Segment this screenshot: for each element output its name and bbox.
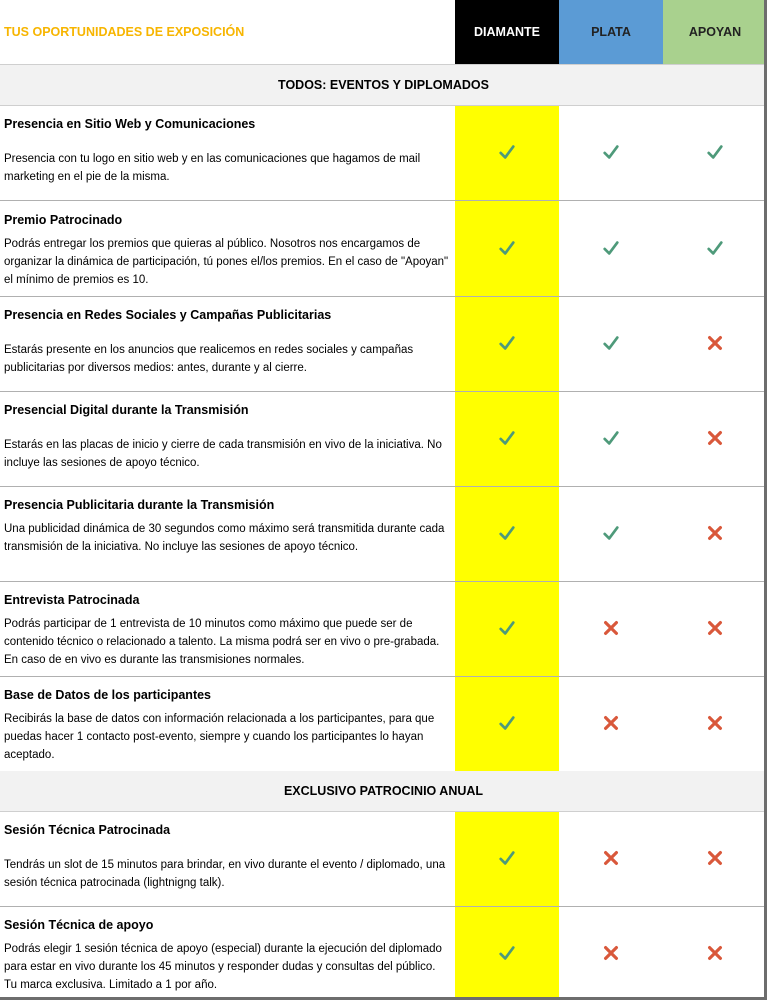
column-diamante: DIAMANTE xyxy=(455,0,559,64)
row-title: Presencia Publicitaria durante la Transmisión xyxy=(4,498,275,512)
row-title: Premio Patrocinado xyxy=(4,213,123,227)
cross-icon xyxy=(559,615,663,641)
table-row xyxy=(0,581,767,677)
row-title: Presencia en Redes Sociales y Campañas Publicitarias xyxy=(4,308,332,322)
check-icon xyxy=(663,235,767,261)
table-row xyxy=(0,906,767,1000)
cross-icon xyxy=(663,710,767,736)
cross-icon xyxy=(559,710,663,736)
cross-icon xyxy=(663,940,767,966)
check-icon xyxy=(559,139,663,165)
section-header: TODOS: EVENTOS Y DIPLOMADOS xyxy=(0,65,767,106)
table-row xyxy=(0,296,767,392)
table-row xyxy=(0,201,767,297)
cross-icon xyxy=(663,520,767,546)
check-icon xyxy=(455,710,559,736)
row-description: Tendrás un slot de 15 minutos para brindar, en vivo durante el evento / diplomado, una sesión técnica patrocinada (lightnigng talk). xyxy=(4,859,446,889)
page-title: TUS OPORTUNIDADES DE EXPOSICIÓN xyxy=(4,25,245,39)
row-description: Una publicidad dinámica de 30 segundos como máximo será transmitida durante cada transmisión de la iniciativa. No incluye las sesiones de apoyo técnico. xyxy=(4,523,445,553)
check-icon xyxy=(455,235,559,261)
row-description: Presencia con tu logo en sitio web y en las comunicaciones que hagamos de mail marketing en el pie de la misma. xyxy=(4,153,421,183)
row-title: Sesión Técnica de apoyo xyxy=(4,918,154,932)
check-icon xyxy=(455,330,559,356)
row-title: Sesión Técnica Patrocinada xyxy=(4,823,171,837)
row-description: Podrás elegir 1 sesión técnica de apoyo (especial) durante la ejecución del diplomado para estar en vivo durante los 45 minutos y responder dudas y consultas del público. Tu marca exclusiva. Limitado a 1 por año. xyxy=(4,943,442,991)
row-description: Podrás entregar los premios que quieras al público. Nosotros nos encargamos de organizar la dinámica de participación, tú pones el/los premios. En el caso de "Apoyan" el mínimo de premios es 10. xyxy=(4,238,449,286)
cross-icon xyxy=(663,845,767,871)
column-apoyan: APOYAN xyxy=(663,0,767,64)
table-row xyxy=(0,486,767,582)
row-description: Recibirás la base de datos con información relacionada a los participantes, para que puedas hacer 1 contacto post-evento, siempre y cuando los participantes lo hayan aceptado. xyxy=(4,713,435,761)
row-title: Base de Datos de los participantes xyxy=(4,688,212,702)
table-row xyxy=(0,811,767,907)
check-icon xyxy=(559,520,663,546)
check-icon xyxy=(559,425,663,451)
column-plata: PLATA xyxy=(559,0,663,64)
check-icon xyxy=(455,139,559,165)
row-title: Entrevista Patrocinada xyxy=(4,593,140,607)
table-row xyxy=(0,676,767,772)
cross-icon xyxy=(559,940,663,966)
check-icon xyxy=(455,615,559,641)
cross-icon xyxy=(559,845,663,871)
row-description: Estarás en las placas de inicio y cierre de cada transmisión en vivo de la iniciativa. No incluye las sesiones de apoyo técnico. xyxy=(4,439,442,469)
check-icon xyxy=(455,520,559,546)
table-header xyxy=(0,0,767,65)
row-title: Presencia en Sitio Web y Comunicaciones xyxy=(4,117,256,131)
check-icon xyxy=(455,940,559,966)
section-header: EXCLUSIVO PATROCINIO ANUAL xyxy=(0,771,767,812)
cross-icon xyxy=(663,615,767,641)
table-row xyxy=(0,391,767,487)
check-icon xyxy=(455,425,559,451)
check-icon xyxy=(559,235,663,261)
row-title: Presencial Digital durante la Transmisión xyxy=(4,403,249,417)
row-description: Estarás presente en los anuncios que realicemos en redes sociales y campañas publicitarias por diversos medios: antes, durante y al cierre. xyxy=(4,344,414,374)
row-description: Podrás participar de 1 entrevista de 10 minutos como máximo que puede ser de contenido técnico o relacionado a talento. La misma podrá ser en vivo o pre-grabada. En caso de en vivo es durante las transmisiones normales. xyxy=(4,618,440,666)
cross-icon xyxy=(663,330,767,356)
table-row xyxy=(0,105,767,201)
cross-icon xyxy=(663,425,767,451)
check-icon xyxy=(663,139,767,165)
check-icon xyxy=(559,330,663,356)
check-icon xyxy=(455,845,559,871)
